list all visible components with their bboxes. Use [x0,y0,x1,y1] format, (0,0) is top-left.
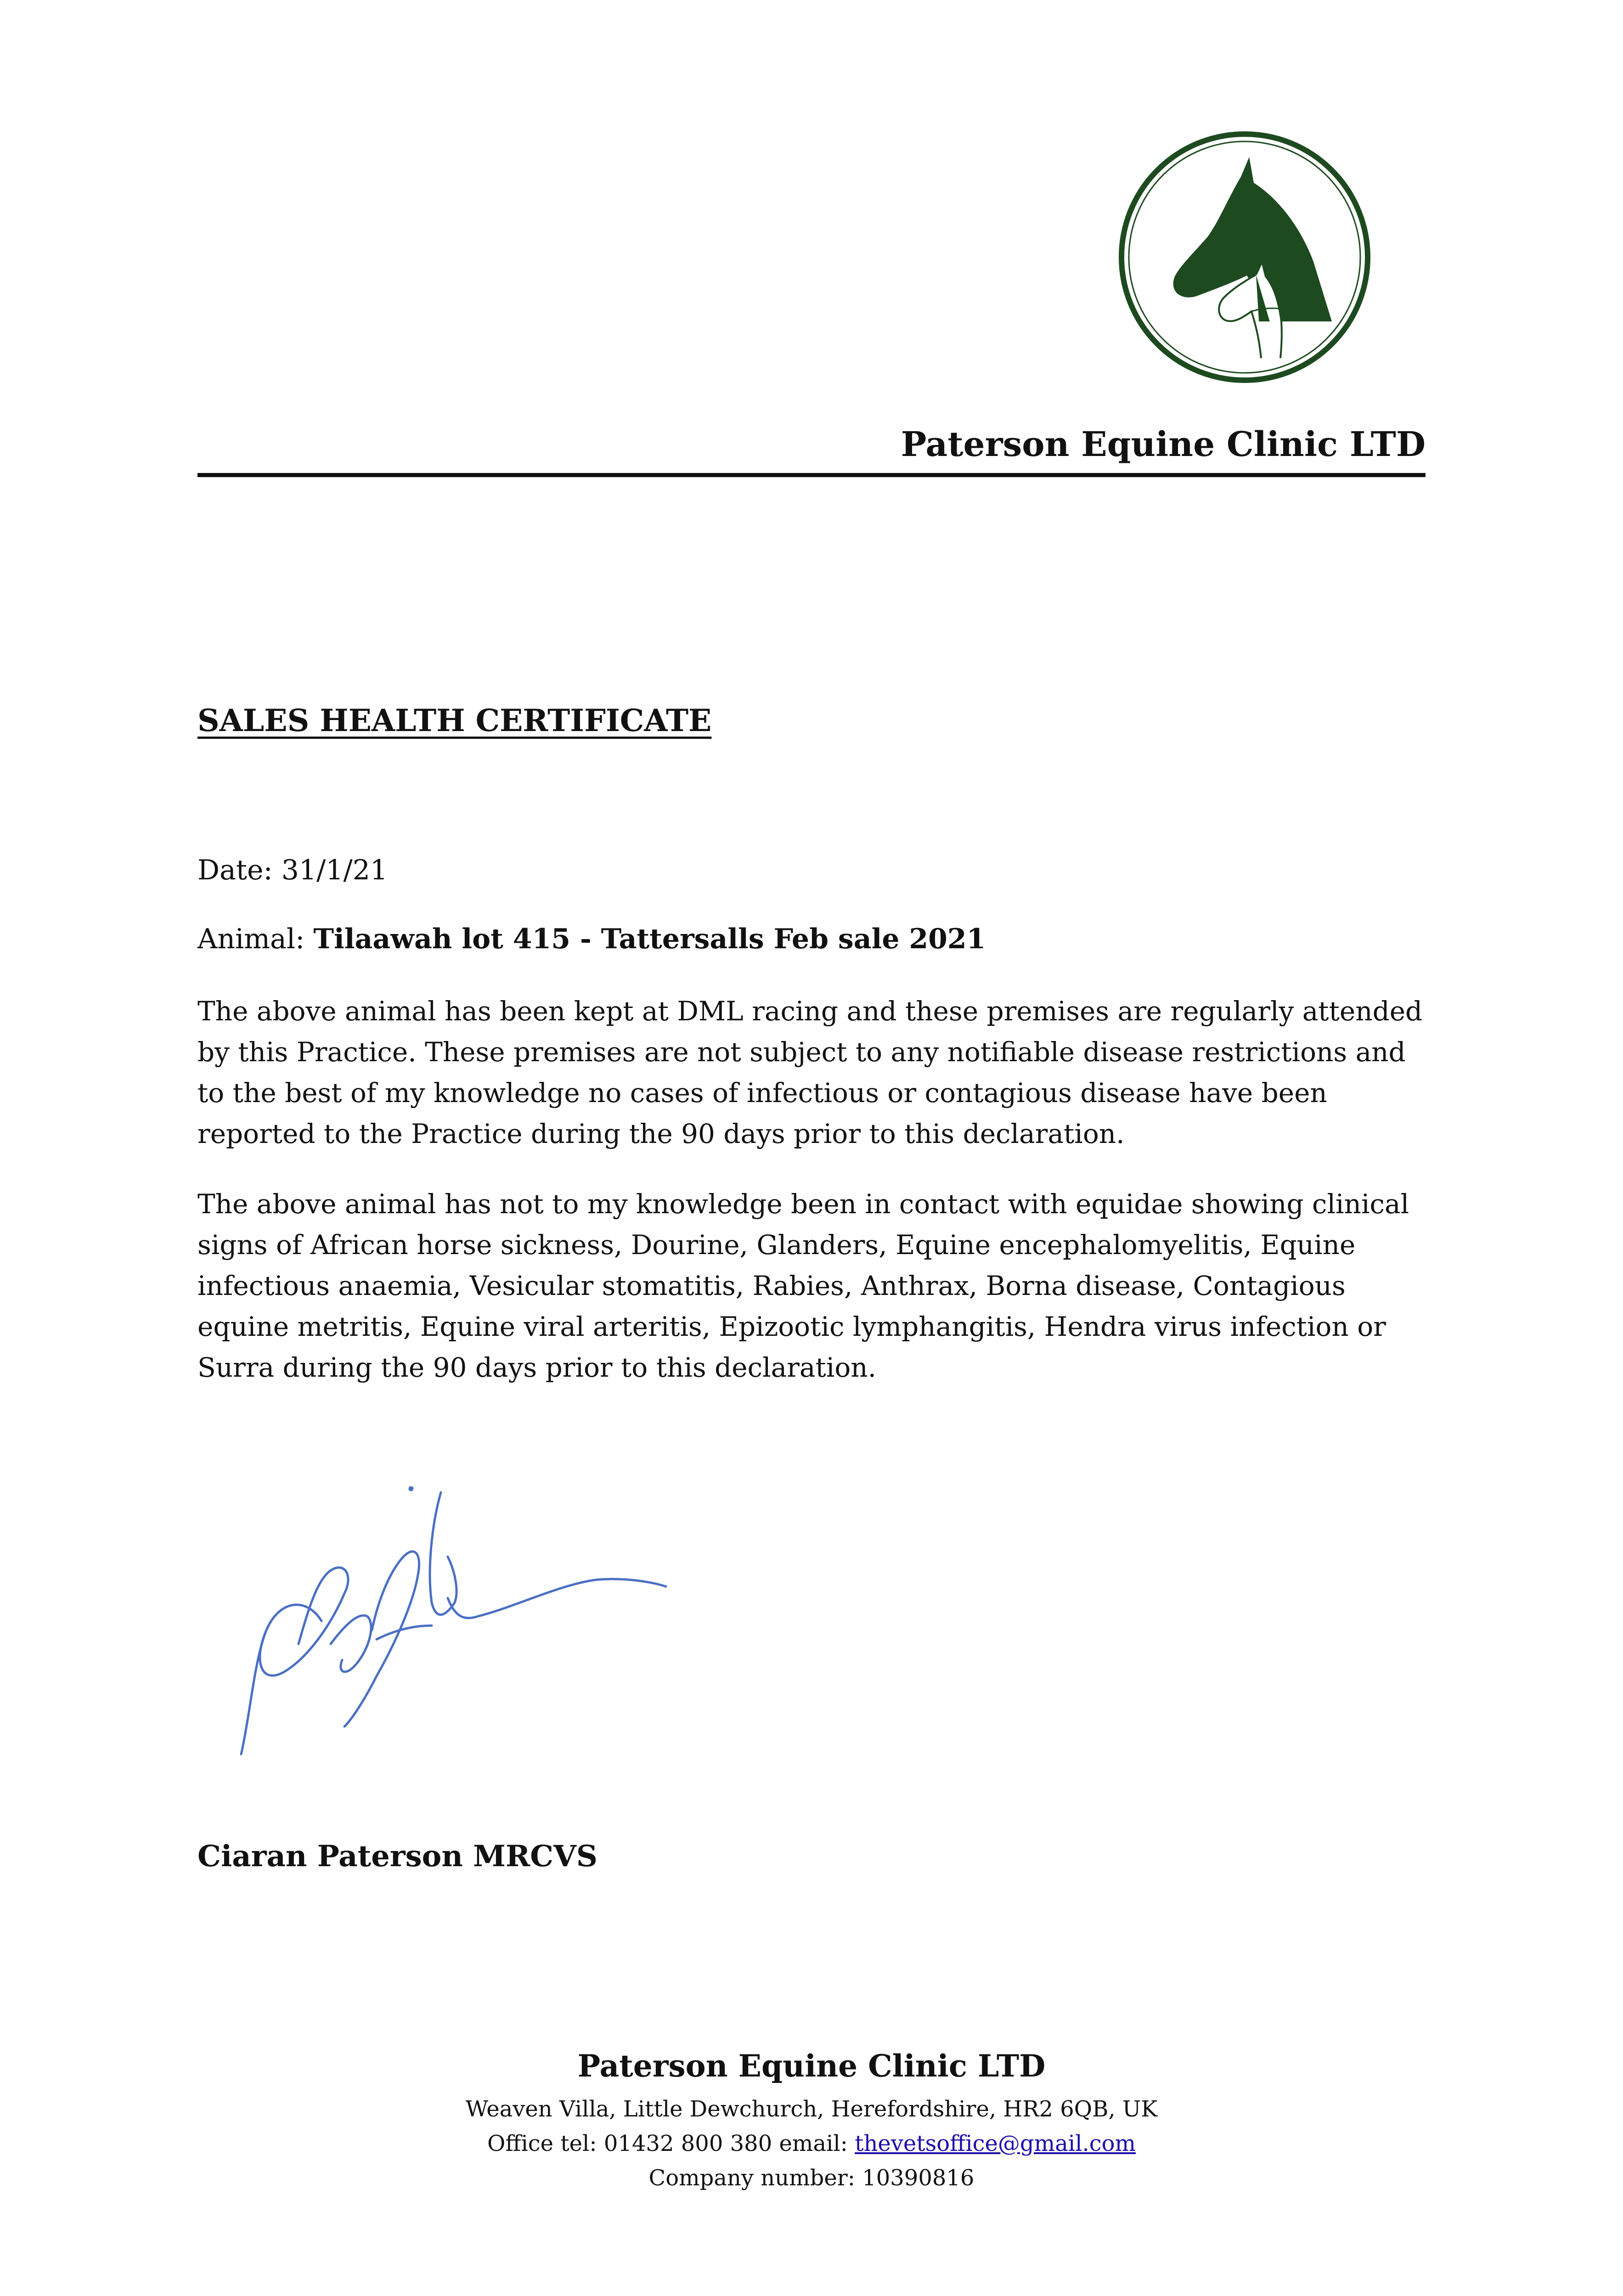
signature-icon [239,1479,707,1763]
animal-line [197,923,986,955]
premises-paragraph: The above animal has been kept at DML racing and these premises are regularly attended by this Practice. These premises are not subject to any notifiable disease restrictions and to the best of my knowledge no cases of infectious or contagious disease have been reported to the Practice during the 90 days prior to this declaration. [197,996,1423,1149]
email-link[interactable]: thevetsoffice@gmail.com [855,2131,1136,2156]
date-value: 31/1/21 [281,854,388,886]
footer-company-number: Company number: 10390816 [648,2165,975,2191]
footer-contact-prefix: Office tel: 01432 800 380 email: [487,2131,855,2156]
footer-address: Weaven Villa, Little Dewchurch, Herefordshire, HR2 6QB, UK [465,2096,1158,2122]
animal-label: Animal: [197,923,305,955]
animal-value: Tilaawah lot 415 - Tattersalls Feb sale 2021 [313,923,986,955]
disease-contact-paragraph: The above animal has not to my knowledge been in contact with equidae showing clinical signs of African horse sickness, Dourine, Glanders, Equine encephalomyelitis, Equine infectious anaemia, Vesicular stomatitis, Rabies, Anthrax, Borna disease, Contagious equine metritis, Equine viral arteritis, Epizootic lymphangitis, Hendra virus infection or Surra during the 90 days prior to this declaration. [197,1188,1409,1383]
footer-contact [0,2131,1623,2156]
clinic-logo-icon [1116,129,1373,386]
clinic-name-heading: Paterson Equine Clinic LTD [901,425,1426,464]
header-divider [197,473,1426,477]
date-label: Date: [197,854,273,886]
date-line [197,854,388,886]
signatory-name: Ciaran Paterson MRCVS [197,1839,597,1874]
footer-clinic-name: Paterson Equine Clinic LTD [577,2048,1046,2084]
certificate-title: SALES HEALTH CERTIFICATE [197,703,712,738]
